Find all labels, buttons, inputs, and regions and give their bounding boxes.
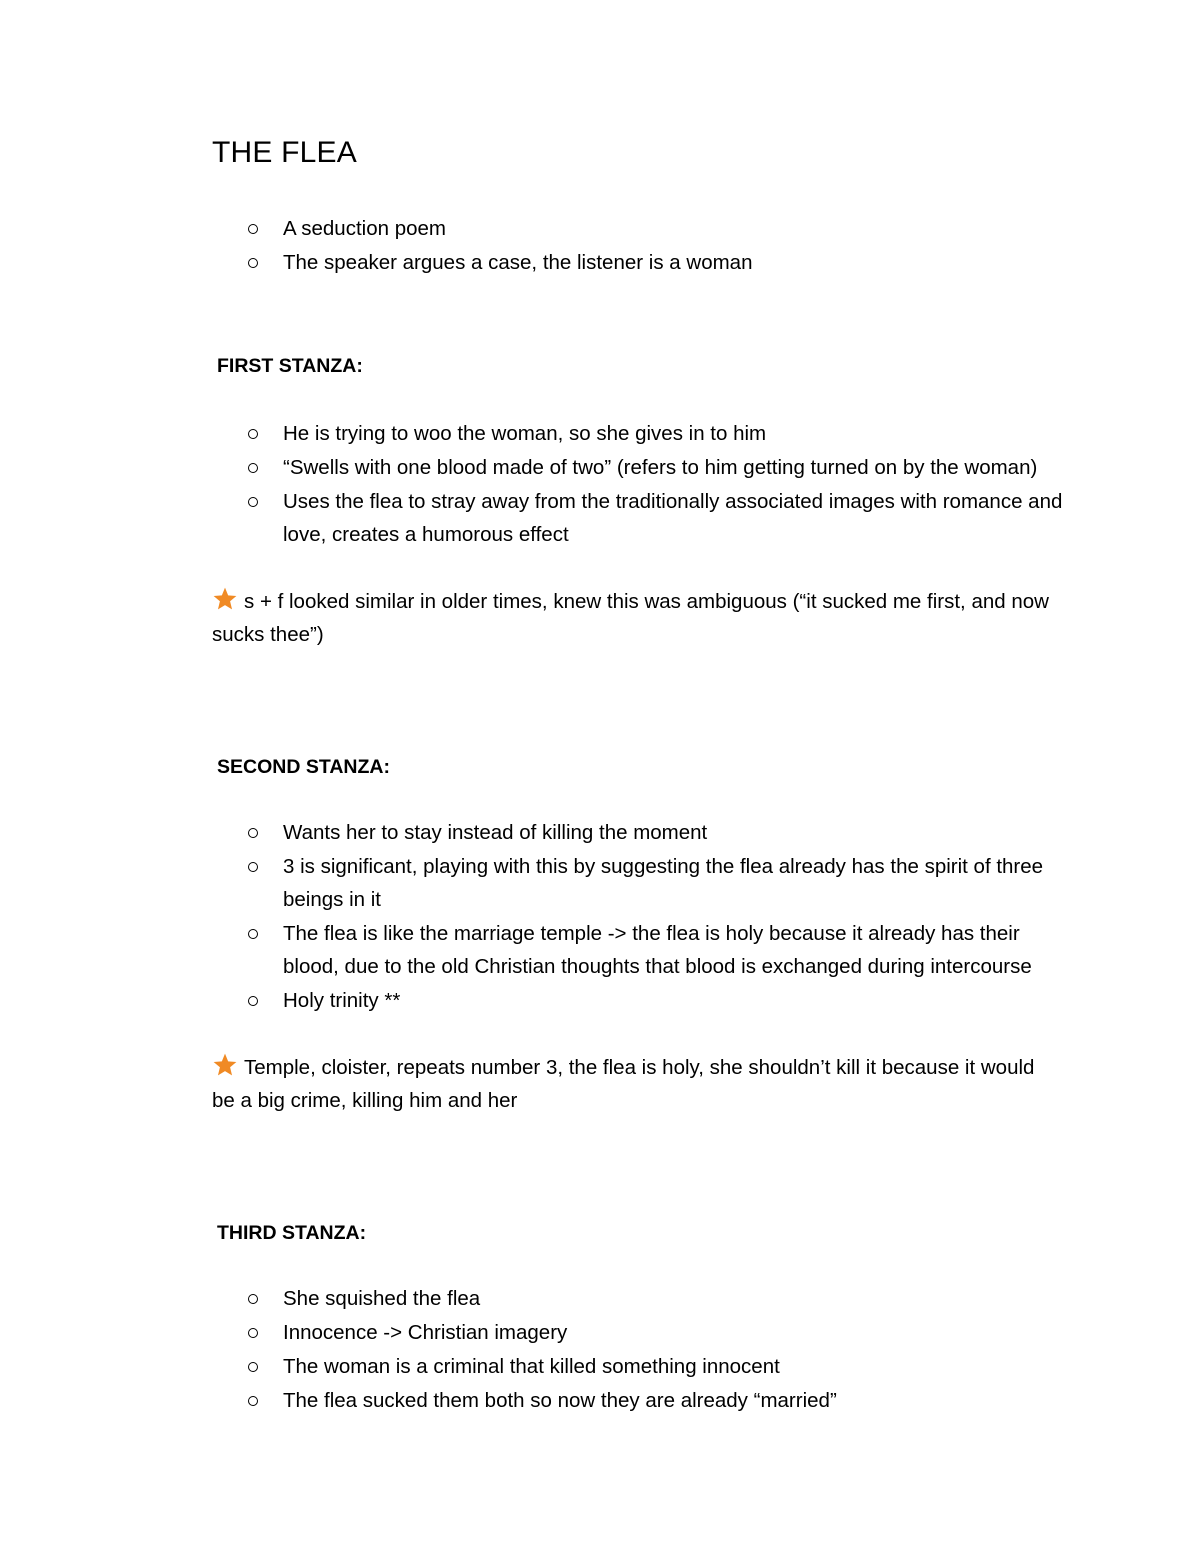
- bullet-icon: [248, 1294, 258, 1304]
- bullet-icon: [248, 862, 258, 872]
- bullet-icon: [248, 224, 258, 234]
- list-item: [0, 451, 1073, 484]
- list-item-text: The flea is like the marriage temple -> the flea is holy because it already has their blood, due to the old Christian thoughts that blood is exchanged during intercourse: [283, 922, 1032, 978]
- list-item-text: The flea sucked them both so now they are already “married”: [283, 1389, 837, 1412]
- first-stanza-list: [0, 417, 1073, 552]
- list-item-text: Uses the flea to stray away from the traditionally associated images with romance and love, creates a humorous effect: [283, 490, 1063, 546]
- list-item: [0, 1384, 1073, 1417]
- list-item: [0, 212, 1073, 245]
- list-item-text: The speaker argues a case, the listener is a woman: [283, 251, 753, 274]
- bullet-icon: [248, 1362, 258, 1372]
- bullet-icon: [248, 497, 258, 507]
- second-stanza-list: [0, 816, 1073, 1018]
- intro-list: [0, 212, 1073, 280]
- bullet-icon: [248, 1328, 258, 1338]
- note-text: s + f looked similar in older times, knew this was ambiguous (“it sucked me first, and now sucks thee”): [212, 590, 1049, 646]
- second-stanza-heading: SECOND STANZA:: [217, 756, 390, 778]
- first-stanza-heading: FIRST STANZA:: [217, 355, 363, 377]
- list-item-text: Innocence -> Christian imagery: [283, 1321, 568, 1344]
- list-item: [0, 816, 1073, 849]
- list-item-text: She squished the flea: [283, 1287, 481, 1310]
- list-item-text: Holy trinity **: [283, 989, 401, 1012]
- list-item-text: A seduction poem: [283, 217, 446, 240]
- list-item-text: He is trying to woo the woman, so she gives in to him: [283, 422, 767, 445]
- note-text: Temple, cloister, repeats number 3, the flea is holy, she shouldn’t kill it because it would be a big crime, killing him and her: [212, 1056, 1035, 1112]
- list-item: [0, 1282, 1073, 1315]
- star-icon: [212, 1052, 238, 1078]
- second-stanza-note: [212, 1051, 1062, 1117]
- list-item-text: 3 is significant, playing with this by suggesting the flea already has the spirit of three beings in it: [283, 855, 1044, 911]
- bullet-icon: [248, 463, 258, 473]
- list-item: [0, 917, 1073, 983]
- list-item: [0, 1350, 1073, 1383]
- bullet-icon: [248, 1396, 258, 1406]
- page-title: THE FLEA: [212, 136, 357, 169]
- bullet-icon: [248, 429, 258, 439]
- third-stanza-heading: THIRD STANZA:: [217, 1222, 367, 1244]
- first-stanza-note: [212, 585, 1062, 651]
- list-item-text: Wants her to stay instead of killing the moment: [283, 821, 708, 844]
- list-item: [0, 1316, 1073, 1349]
- list-item: [0, 246, 1073, 279]
- bullet-icon: [248, 258, 258, 268]
- list-item: [0, 417, 1073, 450]
- list-item: [0, 485, 1073, 551]
- bullet-icon: [248, 996, 258, 1006]
- list-item-text: “Swells with one blood made of two” (refers to him getting turned on by the woman): [283, 456, 1038, 479]
- bullet-icon: [248, 929, 258, 939]
- third-stanza-list: [0, 1282, 1073, 1418]
- list-item: [0, 850, 1073, 916]
- star-icon: [212, 586, 238, 612]
- bullet-icon: [248, 828, 258, 838]
- list-item-text: The woman is a criminal that killed something innocent: [283, 1355, 780, 1378]
- list-item: [0, 984, 1073, 1017]
